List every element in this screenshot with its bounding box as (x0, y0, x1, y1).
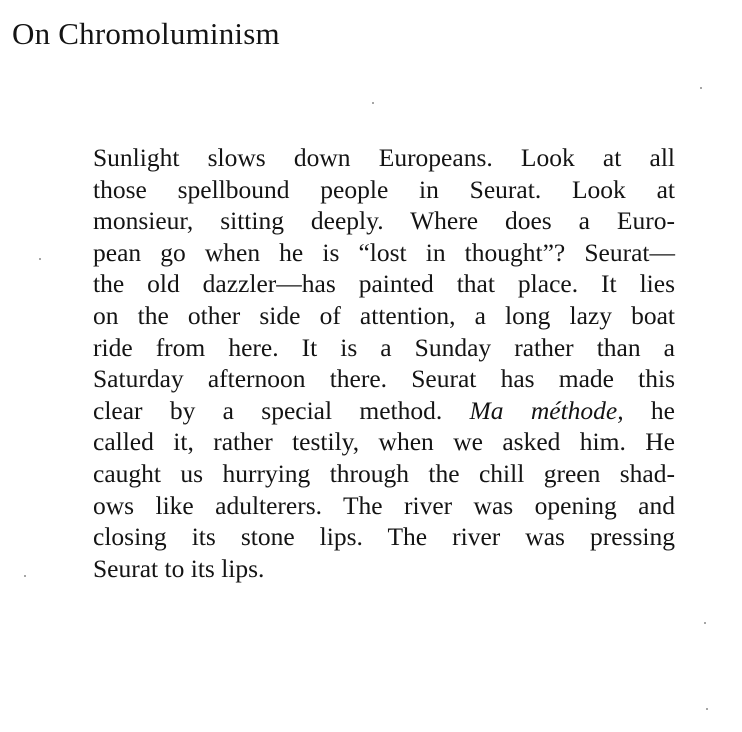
scan-speck (704, 622, 706, 624)
text-fragment: clear by a special method. (93, 395, 443, 425)
text-line: Saturday afternoon there. Seurat has made this (93, 364, 675, 394)
scan-speck (39, 258, 41, 260)
scan-speck (700, 87, 702, 89)
text-line: those spellbound people in Seurat. Look at (93, 174, 675, 204)
text-line: ride from here. It is a Sunday rather than a (93, 332, 675, 362)
scan-speck (24, 575, 26, 577)
italic-phrase: Ma méthode, (469, 395, 624, 425)
prose-paragraph (93, 142, 675, 584)
text-line: monsieur, sitting deeply. Where does a Euro- (93, 206, 675, 236)
text-fragment: he (650, 395, 675, 425)
text-line: on the other side of attention, a long lazy boat (93, 300, 675, 330)
text-line: caught us hurrying through the chill green shad- (93, 458, 675, 488)
text-line-with-italic (93, 395, 675, 427)
text-line: Sunlight slows down Europeans. Look at all (93, 143, 675, 172)
text-line: closing its stone lips. The river was pressing (93, 522, 675, 552)
text-line: pean go when he is “lost in thought”? Seurat— (93, 237, 675, 267)
scan-speck (372, 102, 374, 104)
scan-speck (706, 708, 708, 710)
text-line: called it, rather testily, when we asked him. He (93, 427, 675, 457)
text-line: the old dazzler—has painted that place. It lies (93, 269, 675, 299)
text-line: ows like adulterers. The river was opening and (93, 490, 675, 520)
page-title: On Chromoluminism (12, 16, 280, 51)
text-line: Seurat to its lips. (93, 553, 265, 583)
